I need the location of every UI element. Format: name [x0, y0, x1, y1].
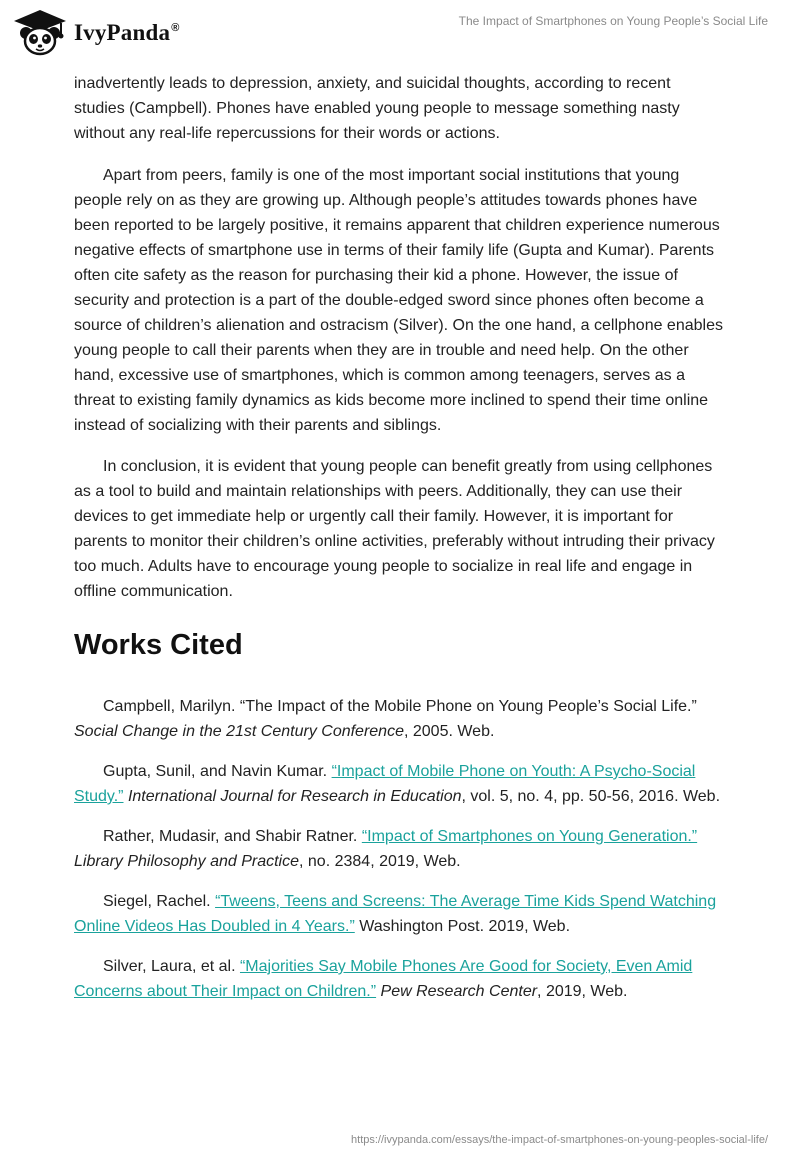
citation-silver: Silver, Laura, et al. “Majorities Say Mobile Phones Are Good for Society, Even Amid Concerns about Their Impact on Children.” Pew Research Center, 2019, Web. [74, 958, 693, 1000]
paragraph-conclusion: In conclusion, it is evident that young people can benefit greatly from using cellphones as a tool to build and maintain relationships with peers. Additionally, they can use their devices to get immediate help or urgently call their family. However, it is important for parents to monitor their children’s online activities, preferably without intruding their privacy too much. Adults have to encourage young people to socialize in real life and engage in offline communication. [74, 458, 715, 600]
citation-siegel: Siegel, Rachel. “Tweens, Teens and Screens: The Average Time Kids Spend Watching Online Videos Has Doubled in 4 Years.” Washington Post. 2019, Web. [74, 893, 717, 935]
paragraph-family: Apart from peers, family is one of the most important social institutions that young people rely on as they are growing up. Although people’s attitudes towards phones have been reported to be largely positive, it remains apparent that children experience numerous negative effects of smartphone use in terms of their family life (Gupta and Kumar). Parents often cite safety as the reason for purchasing their kid a phone. However, the issue of security and protection is a part of the double-edged sword since phones often become a source of children’s alienation and ostracism (Silver). On the one hand, a cellphone enables young people to call their parents when they are in trouble and need help. On the other hand, excessive use of smartphones, which is common among teenagers, serves as a threat to existing family dynamics as kids become more inclined to spend their time online instead of socializing with their parents and siblings. [74, 166, 723, 434]
citation-rather: Rather, Mudasir, and Shabir Ratner. “Impact of Smartphones on Young Generation.” Library Philosophy and Practice, no. 2384, 2019, Web. [74, 828, 698, 870]
citation-gupta: Gupta, Sunil, and Navin Kumar. “Impact of Mobile Phone on Youth: A Psycho-Social Study.” International Journal for Research in Education, vol. 5, no. 4, pp. 50-56, 2016. Web. [74, 763, 721, 805]
works-cited-list [74, 694, 724, 1004]
citation-link-gupta[interactable]: “Impact of Mobile Phone on Youth: A Psycho-Social Study.” [74, 763, 696, 805]
page-header [0, 0, 800, 66]
document-title: The Impact of Smartphones on Young People’s Social Life [458, 14, 768, 28]
works-cited-heading: Works Cited [74, 629, 243, 661]
paragraph-continuation: inadvertently leads to depression, anxiety, and suicidal thoughts, according to recent studies (Campbell). Phones have enabled young people to message something nasty without any real-life repercussions for their words or actions. [74, 75, 680, 142]
citation-link-silver[interactable]: “Majorities Say Mobile Phones Are Good for Society, Even Amid Concerns about Their Impact on Children.” [74, 958, 693, 1000]
source-url[interactable]: https://ivypanda.com/essays/the-impact-of-smartphones-on-young-peoples-social-life/ [351, 1134, 768, 1146]
panda-graduate-icon [12, 8, 68, 58]
citation-link-rather[interactable]: “Impact of Smartphones on Young Generation.” [361, 828, 698, 845]
essay-content [74, 71, 724, 1019]
citation-link-siegel[interactable]: “Tweens, Teens and Screens: The Average Time Kids Spend Watching Online Videos Has Doubled in 4 Years.” [74, 893, 717, 935]
ivypanda-logo[interactable] [12, 8, 180, 58]
citation-campbell: Campbell, Marilyn. “The Impact of the Mobile Phone on Young People’s Social Life.” Social Change in the 21st Century Conference, 2005. Web. [74, 698, 697, 740]
brand-name: IvyPanda® [74, 20, 180, 45]
